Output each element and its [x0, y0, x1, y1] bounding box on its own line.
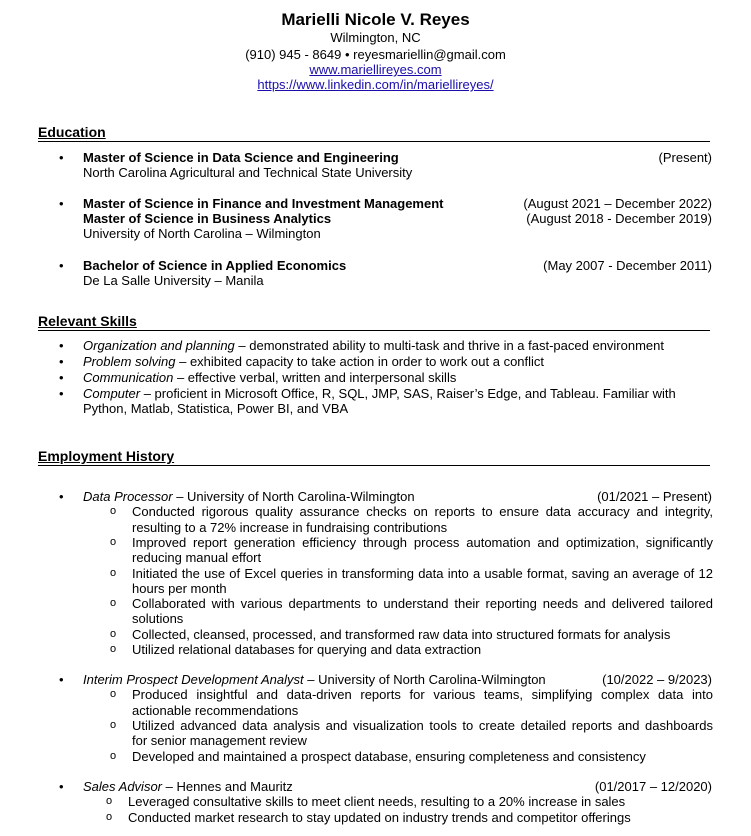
skill-title: Problem solving	[83, 354, 176, 369]
duty-bullet: o	[110, 749, 117, 762]
duty-text: for senior management review	[132, 733, 307, 749]
skill-title: Computer	[83, 386, 141, 401]
skill-item	[83, 354, 544, 369]
skill-text-continued: Python, Matlab, Statistica, Power BI, and VBA	[83, 401, 349, 416]
education-degree: Master of Science in Finance and Investment Management	[83, 196, 444, 211]
education-degree-2: Master of Science in Business Analytics	[83, 211, 332, 226]
email: reyesmariellin@gmail.com	[353, 47, 506, 62]
education-degree: Master of Science in Data Science and Engineering	[83, 150, 399, 165]
bullet: •	[59, 354, 64, 369]
duty-text: Improved report generation efficiency through process automation and optimization, significantly	[132, 534, 713, 550]
duty-bullet: o	[106, 795, 113, 808]
education-school: University of North Carolina – Wilmington	[83, 226, 321, 241]
job-date: (01/2017 – 12/2020)	[594, 779, 712, 794]
location: Wilmington, NC	[330, 30, 421, 45]
duty-text: Developed and maintained a prospect database, ensuring completeness and consistency	[132, 748, 646, 764]
duty-text: hours per month	[132, 580, 227, 596]
linkedin-link[interactable]: https://www.linkedin.com/in/mariellireyes/	[257, 77, 494, 92]
education-school: De La Salle University – Manila	[83, 273, 264, 288]
duty-bullet: o	[110, 627, 117, 640]
job-heading	[83, 489, 415, 504]
bullet: •	[59, 338, 64, 353]
duty-text: Utilized advanced data analysis and visualization tools to create detailed reports and dashboards	[132, 717, 713, 733]
skill-item	[83, 386, 676, 401]
contact-line	[0, 47, 751, 63]
duty-text: Collected, cleansed, processed, and transformed raw data into structured formats for analysis	[132, 626, 671, 642]
bullet: •	[59, 779, 64, 794]
skill-title: Organization and planning	[83, 338, 235, 353]
job-heading	[83, 672, 546, 687]
bullet: •	[59, 672, 64, 687]
duty-text: Leveraged consultative skills to meet client needs, resulting to a 20% increase in sales	[128, 794, 626, 810]
duty-text: Conducted market research to stay updated on industry trends and competitor offerings	[128, 809, 631, 825]
skill-text: – demonstrated ability to multi-task and thrive in a fast-paced environment	[234, 338, 664, 353]
resume-name: Marielli Nicole V. Reyes	[281, 10, 470, 29]
job-organization: – Hennes and Mauritz	[162, 779, 293, 794]
skill-text: – exhibited capacity to take action in order to work out a conflict	[175, 354, 545, 369]
duty-text: Initiated the use of Excel queries in transforming data into a usable format, saving an average of 12	[132, 565, 713, 581]
duty-bullet: o	[110, 688, 117, 701]
job-title: Interim Prospect Development Analyst	[83, 672, 304, 687]
job-date: (10/2022 – 9/2023)	[602, 672, 712, 687]
duty-bullet: o	[110, 535, 117, 548]
bullet: •	[59, 258, 64, 273]
duty-bullet: o	[110, 566, 117, 579]
duty-bullet: o	[110, 718, 117, 731]
education-heading: Education	[38, 124, 710, 142]
duty-text: Collaborated with various departments to understand their reporting needs and delivered tailored	[132, 596, 713, 612]
phone: (910) 945 - 8649	[245, 47, 342, 62]
education-date: (Present)	[658, 150, 712, 165]
skills-heading: Relevant Skills	[38, 313, 710, 331]
bullet: •	[59, 370, 64, 385]
bullet: •	[59, 386, 64, 401]
duty-text: Conducted rigorous quality assurance checks on reports to ensure data accuracy and integrity,	[132, 504, 713, 520]
skill-item	[83, 370, 456, 385]
job-organization: – University of North Carolina-Wilmington	[303, 672, 546, 687]
bullet: •	[59, 150, 64, 165]
duty-text: reducing manual effort	[132, 550, 262, 566]
duty-text: solutions	[132, 611, 184, 627]
education-degree: Bachelor of Science in Applied Economics	[83, 258, 347, 273]
job-heading	[83, 779, 293, 794]
education-date-2: (August 2018 - December 2019)	[526, 211, 712, 226]
bullet: •	[59, 196, 64, 211]
website-link[interactable]: www.mariellireyes.com	[309, 62, 442, 77]
separator: •	[344, 47, 350, 62]
bullet: •	[59, 489, 64, 504]
skill-title: Communication	[83, 370, 174, 385]
duty-text: actionable recommendations	[132, 702, 299, 718]
job-organization: – University of North Carolina-Wilmington	[172, 489, 415, 504]
duty-text: Utilized relational databases for querying and data extraction	[132, 642, 482, 657]
skill-text: – effective verbal, written and interpersonal skills	[173, 370, 457, 385]
job-title: Data Processor	[83, 489, 173, 504]
duty-bullet: o	[106, 810, 113, 823]
education-school: North Carolina Agricultural and Technical State University	[83, 165, 413, 180]
job-date: (01/2021 – Present)	[597, 489, 712, 504]
education-date: (August 2021 – December 2022)	[523, 196, 712, 211]
duty-bullet: o	[110, 597, 117, 610]
duty-text: Produced insightful and data-driven reports for various teams, simplifying complex data into	[132, 687, 713, 703]
job-title: Sales Advisor	[83, 779, 162, 794]
duty-bullet: o	[110, 505, 117, 518]
skill-item	[83, 338, 664, 353]
employment-heading: Employment History	[38, 448, 710, 466]
duty-text: resulting to a 72% increase in fundraising contributions	[132, 519, 448, 535]
skill-text: – proficient in Microsoft Office, R, SQL, JMP, SAS, Raiser’s Edge, and Tableau. Familiar with	[140, 386, 676, 401]
duty-bullet: o	[110, 643, 117, 655]
education-date: (May 2007 - December 2011)	[543, 258, 712, 273]
